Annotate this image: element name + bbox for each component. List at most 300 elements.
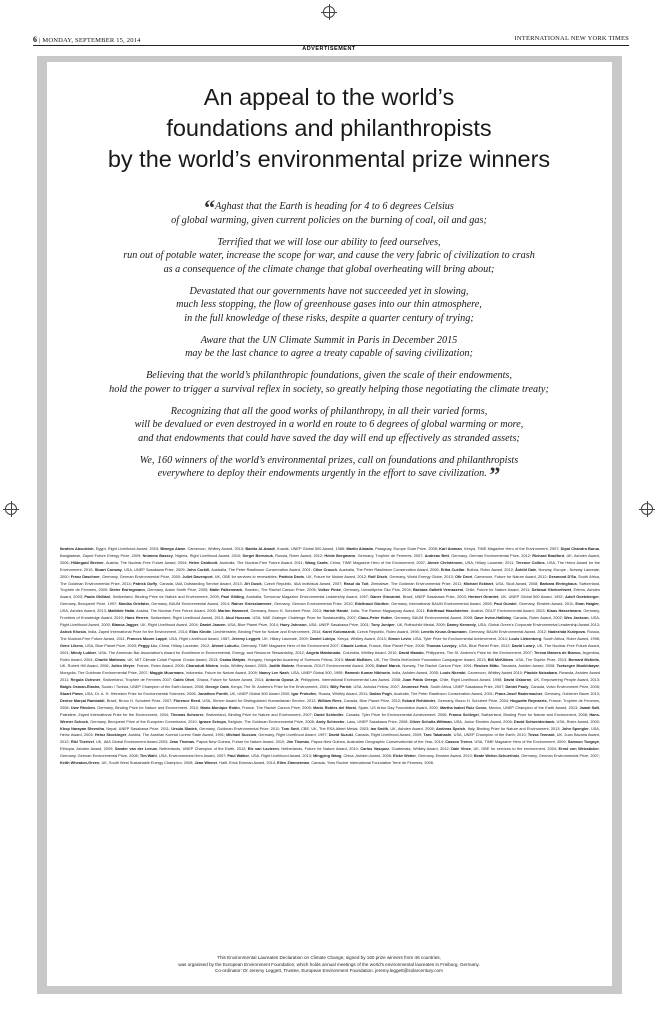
signatory-details: Cameroon, Whitley Award, 2013	[187, 547, 244, 551]
signatory-name: Paul Gundel	[493, 602, 517, 607]
signatory-name: Wang Canfa	[305, 560, 328, 565]
signatory-name: Michael Succow	[226, 733, 257, 738]
signatory-details: UK, IAIA Global Environment Award 2003	[96, 740, 168, 745]
signatory-details: USA, NAE Grainger Challenge Prize for Sustainability, 2007	[252, 616, 356, 621]
signatory-name: Ashok Khosla	[60, 629, 86, 634]
header-date: MONDAY, SEPTEMBER 15, 2014	[42, 37, 141, 44]
signatory-entry: Franca Schlegel, Switzerland, Binding Prize for Nature and Environment, 2008;	[448, 712, 590, 717]
appeal-line-text: will be devalued or even destroyed in a world en route to 6 degrees of global warming or more,	[134, 419, 524, 430]
signatory-name: Bill McKibben	[487, 657, 514, 662]
signatory-name: Tony Juniper	[370, 622, 395, 627]
signatory-entry: Claude Lorius, France, Blue Planet Prize, 2008;	[340, 643, 427, 648]
signatory-entry: Juan Pablo Orrego, Chile, Right Livelihood Award, 1998;	[402, 678, 504, 683]
signatory-name: Martha Isabel Ruiz Corzo	[440, 705, 487, 710]
signatory-entry: Ofir Drori, Cameroon, Future for Nature Award, 2012;	[454, 574, 549, 579]
signatory-name: Aimee Christensen	[427, 560, 463, 565]
signatory-details: UK, Robert Hill Award, 2006	[60, 664, 109, 669]
signatory-entry: Richard Bradford, UK, Ashden Award, 2006;	[60, 553, 600, 565]
signatory-entry: Jiří Dusík, Czech Republic, IAIA Individual Award, 2007;	[244, 581, 344, 586]
signatory-details: Germany, Trophée de Femmes, 2007	[357, 553, 423, 558]
signatory-details: USA, Blue Planet Prize, 2014	[227, 622, 278, 627]
appeal-line-text: of global warming, given current policies on the burning of coal, oil and gas;	[171, 214, 487, 226]
signatory-details: Indonesia, Future for Nature Award, 2009	[185, 671, 257, 676]
signatory-name: John Spengler	[561, 726, 589, 731]
signatory-entry: Aimee Christensen, USA, Hillary Laureate, 2011;	[427, 560, 516, 565]
signatories-list	[60, 546, 600, 767]
signatory-details: Germany, Right Livelihood Award, 1997	[258, 733, 327, 738]
signatory-entry: Heinz Stockinger, Austria, The Austrian Konrad Lorenz State Award, 1991;	[94, 733, 227, 738]
signatory-details: USA, Ashoka Fellow, 2007	[353, 685, 399, 690]
signatory-details: Italy, Binding Prize for Nature and Environment, 2013	[467, 726, 560, 731]
signatory-details: Germany, Becquerel Prize, 1997	[60, 602, 117, 607]
signatory-details: Germany, Frontiers of Knowledge Award, 2010	[60, 609, 600, 621]
headline-line: foundations and philanthropists	[166, 115, 492, 141]
signatory-entry: Stuart Pimm, USA, Dr. A. H. Heineken Prize for Environmental Sciences, 2006;	[60, 692, 198, 697]
signatory-entry: Edelfraud Haselsteiner, Austria, ÖGUT Environmental Award, 2003;	[426, 609, 547, 614]
signatory-details: UK, Hillary Laureate, 2009	[262, 636, 308, 641]
signatory-name: Huguette Reynaerts	[510, 698, 547, 703]
registration-mark-left-icon	[5, 503, 17, 515]
appeal-line-text: everywhere to deploy their endowments urgently in the effort to save civilization.	[157, 468, 487, 479]
appeal-line	[60, 214, 598, 228]
signatory-name: Ian Smith	[370, 726, 389, 731]
signatory-entry: John Corkill, Australia, The Peter Rawlinson Conservation Award, 2001;	[186, 567, 314, 572]
signatory-details: USA, Shriver Award for Distinguished Humanitarian Service, 2012	[202, 698, 316, 703]
signatory-details: France, Rolex Award, 2006	[136, 664, 184, 669]
signatory-entry: Ramesh Kumar Nibhoria, India, Ashden Award, 2005;	[344, 671, 441, 676]
signatory-entry: Riki Therivel, UK, IAIA Global Environment Award 2003;	[70, 740, 170, 745]
appeal-line	[60, 432, 598, 446]
signatory-details: Mongolia, The Goldman Environmental Prize, 2007	[60, 671, 148, 676]
signatory-entry: Juliet Davenport, UK, OBE for services to renewables;	[182, 574, 279, 579]
signatory-details: Germany, Einstein Award, 2011	[518, 602, 574, 607]
signatory-entry: Paul Gilding, Australia, Tomorrow Magazine Environmental Leadership Award, 1997;	[221, 595, 371, 600]
signatory-details: Germany, International BAUM Environmental Award, 2008	[391, 602, 492, 607]
signatory-entry: Volker Finke, Germany, Umweltpreis Öko Plus, 2004;	[318, 588, 414, 593]
signatory-name: Frances Moore Lappé	[127, 636, 167, 641]
signatory-entry: Elcke Weber, Germany, Einstein Award, 2013;	[393, 754, 474, 759]
signatory-entry: Jim Thomas, Papua New Guinea, Australian Geographic Conservationist of the Year, 2014;	[286, 740, 446, 745]
signatory-entry: Antonio Oposa Jr, Philippines, International Environmental Law Award, 2008;	[265, 678, 403, 683]
signatory-details: Rwanda, Ashden Award 2011	[60, 671, 601, 683]
signatory-entry: Evan Haigler, USA, Ashden Award, 2013;	[60, 602, 600, 614]
signatory-name: Tessa Tennant	[527, 733, 555, 738]
signatory-name: Franca Schlegel	[448, 712, 479, 717]
signatory-entry: Franz-Josef Radermacher, Germany, Goldener Baum 2010;	[495, 692, 601, 697]
appeal-line-text: may be the last chance to agree a treaty capable of saving civilization;	[185, 348, 473, 359]
newspaper-header	[33, 33, 629, 46]
signatory-name: Paul Gilding	[221, 595, 244, 600]
signatory-name: Antonio Oposa Jr	[265, 678, 299, 683]
signatory-entry: Tessa Tennant, UK, Juan Bavaria Award, 2012;	[60, 733, 600, 745]
signatory-name: Michael Eckhart	[463, 581, 494, 586]
signatory-details: UK, UNEP Global 500 Award, 1992	[500, 595, 563, 600]
signatory-name: Jean Wiener	[194, 761, 218, 766]
signatory-entry: Monika Griefahn, Germany, BAUM Environmental Award, 2014;	[118, 602, 232, 607]
signatory-name: Richard Bradford	[532, 553, 565, 558]
signatory-name: Stuart Pimm	[60, 692, 83, 697]
signatory-entry: Wes Jackson, USA, Right Livelihood Award, 2000;	[60, 616, 600, 627]
signatory-details: Australia, The Peter Rawlinson Conservation Award, 2001	[393, 692, 493, 697]
signatory-name: Hildegard Breiner	[71, 560, 104, 565]
signatory-entry: George Outa, Kenya, The St. Andrew's Prize for the Environment, 2001;	[205, 685, 331, 690]
signatory-entry: Claus-Peter Hutter, Germany, BAUM Environmental Award, 2008;	[358, 616, 475, 621]
headline	[0, 82, 658, 175]
signatory-details: USA, Blue Planet Prize, 2012	[458, 643, 510, 648]
signatory-name: Oliver Schultz-Wittman	[409, 719, 452, 724]
appeal-line-text: and that endowments that could have saved the day will end up effectively as stranded assets;	[138, 432, 520, 444]
signatory-entry: Sidsel Mørck, Norway, The Rachel Carson Prize, 1991;	[376, 664, 475, 669]
signatory-entry: Jean Thomas, Papua New Guinea, Future for Nature Award, 2010;	[169, 740, 287, 745]
appeal-line	[60, 418, 598, 432]
header-separator: |	[39, 37, 41, 44]
signatory-entry: Florence Reed, USA, Shriver Award for Distinguished Humanitarian Service, 2012;	[173, 698, 318, 703]
signatory-name: Åshild Dale	[515, 567, 537, 572]
signatory-name: Jeremy Leggett	[231, 636, 261, 641]
signatory-details: Germany, Goldman Environmental Prize, 2011	[199, 726, 280, 731]
appeal-line-text: hold the power to trigger a survival reflex in society, so greatly helping those negotiating the climate treaty;	[109, 383, 549, 395]
signatory-entry: Mathilde Halla, Austria, The Nuclear-Free Future Award, 2005;	[108, 609, 218, 614]
signatory-entry: Patricia Davis, UK, Future for Nature Award, 2012;	[278, 574, 369, 579]
signatory-name: Teresa Manera de Bianco	[534, 650, 581, 655]
signatory-name: Barbara Ehringhaus	[539, 581, 577, 586]
signatory-name: Nadezhda Kutepova	[548, 629, 585, 634]
signatory-entry: Keith Wheaton-Green, UK, South West Sustainable Energy Champion, 2008;	[60, 761, 195, 766]
signatory-entry: Elias Kindle, Liechtenstein, Binding Prize for Nature and Environment, 2014;	[189, 629, 323, 634]
signatory-entry: Marion Hammerl, Germany, Bruno H. Schubert Prize, 2013;	[217, 609, 324, 614]
signatory-entry: Jean Wiener, Haiti, Erick Eckman Award, 2014;	[194, 761, 278, 766]
signatory-name: Bianca Jagger	[111, 622, 139, 627]
signatory-details: China, TIME Magazine Hero of the Environment, 2007	[330, 560, 425, 565]
signatory-name: Khop Narayan Shrestha	[60, 726, 104, 731]
signatory-details: Canada, Tyler Prize for Environmental Achievement, 2006	[345, 712, 447, 717]
signatory-name: Biwego Abwe	[160, 547, 186, 551]
signatory-entry: Carlos Vasquez, Guatemala, Whitley Award, 2012;	[360, 747, 452, 752]
signatory-entry: Marie-Monique Robin, France, The Rachel Carson Prize, 2009;	[200, 705, 314, 710]
signatory-entry: Dieter Ewringmann, Germany, Adam Smith Prize, 2005;	[109, 588, 210, 593]
signatory-name: Nancy Lee Nash	[258, 671, 289, 676]
appeal-line-text: Devastated that our governments have not succeeded yet in slowing,	[189, 285, 469, 297]
signatory-details: Kuwait, UNEP Global 500 Award, 1988	[277, 547, 345, 551]
signatory-name: Sander van der Leeuw	[114, 747, 157, 752]
signatory-details: Argentina, Rolex Award, 2004	[60, 650, 601, 662]
signatory-details: Sweden, The Rachel Carson Prize, 2005	[244, 588, 316, 593]
signatory-entry: Gene Likens, USA, Blue Planet Prize, 2003;	[60, 643, 139, 648]
signatory-entry: David Schindler, Canada, Tyler Prize for Environmental Achievement, 2006;	[314, 712, 449, 717]
signatory-entry: Regula Ochsner, Switzerland, Trophée de Femmes 2007;	[70, 678, 174, 683]
signatory-details: South Africa, UNEP Sasakawa Prize, 2007	[430, 685, 504, 690]
signatory-entry: Judith Molnár, Romania, ÖGUT Environmental Award, 2005;	[268, 664, 377, 669]
signatory-name: Juliet Davenport	[182, 574, 213, 579]
appeal-line-text: run out of potable water, increase the scope for war, and cause the very fabric of civilization to crash	[123, 250, 535, 261]
signatory-name: Thomas Scheurer	[170, 712, 204, 717]
signatory-details: Australia, The Nuclear-Free Future Award, 2011	[219, 560, 303, 565]
signatory-name: Debesai Ghebrehiwet	[531, 588, 572, 593]
signatory-entry: Huey Johnson, USA, UNEP Sasakawa Prize, 2001;	[280, 622, 371, 627]
signatory-entry: Andreas Speich, Italy, Binding Prize for Nature and Environment, 2013;	[435, 726, 562, 731]
signatory-name: Dave Irvine-Halliday	[474, 616, 512, 621]
signatory-name: Taro Takahashi	[423, 733, 452, 738]
signatory-details: Czech Republic, IAIA Individual Award, 2007	[264, 581, 342, 586]
signatory-entry: Desmond D'Sa, South Africa, The Goldman Environmental Prize, 2014;	[60, 574, 600, 586]
signatory-details: USA, UNEP Global 500, 1995	[291, 671, 343, 676]
signatory-name: Tom Smit	[281, 726, 299, 731]
signatory-details: South Africa, The Goldman Environmental Prize, 2014	[60, 574, 600, 586]
signatory-name: Malin Falkenmark	[209, 588, 243, 593]
signatory-details: Hungary, Hungarian Academy of Sciences Fellow, 2010	[247, 657, 343, 662]
signatory-name: Andy Schroeter	[316, 719, 345, 724]
signatory-details: UK, Ashden Award, 2006	[60, 553, 600, 565]
signatory-name: Ahmet Lokurlu	[211, 643, 239, 648]
appeal-paragraph	[60, 236, 598, 277]
signatory-details: USA, Environmental Hero Award, 2007	[158, 754, 226, 759]
signatory-name: Terence Collins	[515, 560, 545, 565]
signatory-details: USA, Ashden Award, 2013	[60, 609, 106, 614]
signatory-entry: Oliver Schultz-Wittman, USA, Junior Einstein Award, 2006;	[409, 719, 514, 724]
signatory-entry: Karel Kolomazník, Czech Republic, Rolex Award, 1998;	[322, 629, 421, 634]
signatory-entry: Uwe Riecken, Germany, Binding Prize for Nature and Environment, 2010;	[70, 705, 201, 710]
signatory-name: Heide Bergmann	[324, 553, 356, 558]
signatory-details: Germany, World Energy Globe, 2013	[389, 574, 453, 579]
signatory-entry: Peggy Liu, China, Hillary Laureate, 2012;	[138, 643, 212, 648]
signatory-entry: Nnimmo Bassey, Nigeria, Right Livelihood Award, 2010;	[142, 553, 243, 558]
signatory-details: Mexico, UNEP Champion of the Earth Award, 2013	[488, 705, 578, 710]
signatory-entry: Tom Smit, CBE, UK, The RSA Albert Medal, 2003;	[281, 726, 371, 731]
signatory-name: Ignace Schops	[198, 719, 226, 724]
signatory-entry: Louis Nkembi, Cameroon, Whitley Award 2010;	[440, 671, 525, 676]
signatory-details: Germany, German Environmental Prize, 2000	[101, 574, 181, 579]
signatory-name: Florence Reed	[173, 698, 201, 703]
signatory-entry: Sergei Bereznuk, Russia, Rolex Award, 2012;	[242, 553, 325, 558]
signatory-name: Barbara Galletti Vernazzeni	[413, 588, 464, 593]
signatory-name: David Suzuki	[328, 733, 353, 738]
signatory-name: Louis Nkembi	[440, 671, 466, 676]
appeal-line	[60, 347, 598, 361]
signatory-entry: Heide Bergmann, Germany, Trophée de Femmes, 2007;	[324, 553, 425, 558]
signatory-details: Kenya, TIME Magazine Hero of the Environment, 2007	[464, 547, 559, 551]
signatory-name: Dipal Chandra Barua	[560, 547, 599, 551]
signatory-details: UK, The Nuclear-Free Future Award, 2001	[60, 643, 600, 655]
signatory-entry: Angela Maldonado, Columbia, Whitley Award, 2010;	[306, 650, 399, 655]
signatory-details: Palestine, Zayed International Prize for the Environment, 2004	[60, 712, 169, 717]
signatory-details: Australia, The Peter Rawlinson Conservation Award, 2006	[338, 567, 439, 572]
signatory-details: Germany, Binding Prize for Nature and Environment, 2010	[97, 705, 199, 710]
appeal-line	[60, 462, 598, 487]
signatory-name: Daniel Janzen	[199, 622, 226, 627]
signatory-name: Claude Lorius	[340, 643, 367, 648]
signatory-name: Dieter Ewringmann	[109, 588, 145, 593]
signatory-details: Switzerland, Binding Prize for Nature and Environment, 2007	[205, 712, 312, 717]
appeal-line-text: Terrified that we will lose our ability to feed ourselves,	[217, 236, 441, 248]
signatory-details: USA, The Sophie Prize, 2013	[515, 657, 567, 662]
signatory-entry: Paul Walker, USA, Right Livelihood Award, 2013;	[227, 754, 314, 759]
appeal-line	[60, 236, 598, 250]
signatory-entry: Nancy Lee Nash, USA, UNEP Global 500, 1995;	[258, 671, 345, 676]
signatory-entry: Barbara Ehringhaus, Switzerland, Trophée de Femmes, 2009;	[60, 581, 601, 593]
signatory-details: USA, Tyler Prize for Environmental Achievement, 2014	[413, 636, 507, 641]
signatory-details: Germany, German Environmental Prize, 2008	[60, 754, 138, 759]
appeal-line-text: much less stopping, the flow of greenhouse gases into our thin atmosphere,	[176, 299, 482, 310]
signatory-details: Papua New Guinea, Future for Nature Award, 2010	[196, 740, 285, 745]
signatory-entry: Franz Daschner, Germany, German Environmental Prize, 2000;	[70, 574, 183, 579]
signatory-name: Peggy Liu	[138, 643, 157, 648]
signatory-name: Angela Maldonado	[306, 650, 341, 655]
signatory-details: USA, UNEP Sasakawa Prize, 2001	[308, 622, 369, 627]
signatory-name: Samson Tsegaye	[567, 740, 599, 745]
signatory-details: Netherlands, UNEP Champion of the Earth, 2012	[159, 747, 246, 752]
signatory-details: UK, Right Livelihood Award, 2004	[140, 622, 198, 627]
signatory-name: Monika Griefahn	[118, 602, 149, 607]
signatory-name: Marion Hammerl	[217, 609, 249, 614]
appeal-paragraph	[60, 334, 598, 361]
footer-line: was organised by the European Environment Foundation, which holds annual meetings of the world's environmental laureates in Freiburg, Germany.	[178, 961, 480, 967]
signatory-entry: Debesai Ghebrehiwet, Eritrea, Ashden Award, 2003;	[60, 588, 601, 600]
signatory-details: Austria, The Nuclear-Free Future Award, 2004	[105, 560, 187, 565]
signatory-entry: Huguette Reynaerts, France, Trophée de Femmes, 2008;	[60, 698, 600, 710]
signatory-name: Denise Marçal Rambaldi	[60, 698, 105, 703]
signatory-details: Belgium, The Goldman Environmental Prize, 2008	[228, 719, 314, 724]
signatory-entry: Tony Juniper, UK, Rothschild Medal, 2009;	[370, 622, 447, 627]
signatory-entry: Charlie Mathews, UK, MIT Climate Colab Popular Choice Award, 2013;	[94, 657, 220, 662]
signatory-name: Mario Robles del Moral	[313, 705, 356, 710]
signatory-details: USA, Right Livelihood Award, 2013	[251, 754, 311, 759]
signatory-name: Nnimmo Bassey	[142, 553, 173, 558]
signatory-name: Martin Almada	[346, 547, 373, 551]
signatory-name: Ofir Drori	[454, 574, 473, 579]
signatory-details: Canada, Yves Rocher International Foundation Terre de Femmes, 2006	[311, 761, 433, 766]
signatory-details: Cameroon, Whitley Award 2010	[467, 671, 522, 676]
appeal-line-text: Recognizing that all the good works of philanthropy, in all their varied forms,	[170, 405, 488, 417]
signatory-entry: Rainer Griesshammer, Germany, German Environmental Prize, 2010;	[231, 602, 355, 607]
signatory-name: David Schindler	[314, 712, 344, 717]
appeal-line	[60, 383, 598, 397]
signatory-name: Jeunesse Park	[401, 685, 429, 690]
signatory-entry: Daniel Janzen, USA, Blue Planet Prize, 2014;	[199, 622, 281, 627]
signatory-details: Russia, Rolex Award, 2012	[275, 553, 323, 558]
appeal-paragraph	[60, 285, 598, 326]
headline-line: by the world’s environmental prize winners	[107, 146, 551, 172]
signatory-entry: Erika Cuéllar, Bolivia, Rolex Award, 2012;	[440, 567, 516, 572]
signatory-details: Brazil, UNEP Sasakawa Prize, 2003	[402, 595, 466, 600]
signatory-details: Nepal, UNEP Sasakawa Prize, 2011	[106, 726, 169, 731]
signatory-details: South Africa, Rolex Award, 1998	[543, 636, 599, 641]
signatory-entry: Bianca Jagger, UK, Right Livelihood Award, 2004;	[111, 622, 200, 627]
signatory-name: Ursula Sladek	[171, 726, 197, 731]
signatory-name: Edeltraud Günther	[354, 602, 389, 607]
signatory-entry: Charudutt Mishra, India, Whitley Award, 2005;	[185, 664, 269, 669]
signatory-name: David Lowry	[511, 643, 535, 648]
appeal-line-text: in the full knowledge of these risks, despite a quarter century of trying;	[184, 312, 474, 324]
signatory-name: Lenelis Kruse-Graumann	[420, 629, 467, 634]
signatory-name: Jean Thomas	[169, 740, 195, 745]
signatory-details: Canada, Volvo Environment Prize, 2006	[530, 685, 599, 690]
signatory-entry: Martin Almada, Paraguay, Europe Solar Prize, 2005;	[346, 547, 440, 551]
signatory-details: USA, Dr. A. H. Heineken Prize for Environmental Sciences, 2006	[84, 692, 196, 697]
signatory-details: Tanzania, Ashden Award, 2008	[500, 664, 555, 669]
signatory-details: UK, OBE for services to renewables	[214, 574, 277, 579]
signatory-name: Erika Cuéllar	[440, 567, 465, 572]
signatory-entry: Hans Herren, Switzerland, Right Livelihood Award, 2013;	[125, 616, 226, 621]
signatory-details: UK, OBE for services to the environment, 2004	[473, 747, 556, 752]
signatory-details: India, Ashden Award, 2005	[391, 671, 438, 676]
signatory-name: Ellen Zimmerman	[277, 761, 310, 766]
close-quote-mark: ”	[489, 462, 501, 487]
signatory-name: Helen Caldicott	[188, 560, 218, 565]
appeal-line	[60, 405, 598, 419]
appeal-line-text: as a consequence of the climate change that global overheating will bring about;	[163, 263, 495, 275]
signatory-details: Kenya, Whitley Award, 2013	[337, 636, 386, 641]
signatory-name: Ernst von Weizsäcker	[558, 747, 599, 752]
signatory-name: Casson Trenor	[445, 740, 473, 745]
signatory-name: Elcke Weber	[393, 754, 416, 759]
signatory-entry: Rasul du Toit, Zimbabwe, The Goldman Environmental Prize, 2011;	[343, 581, 464, 586]
signatory-entry: Ian Smith, UK, Ashden Award, 2005;	[370, 726, 436, 731]
signatory-details: Liechtenstein, Binding Prize for Nature and Environment, 2014	[213, 629, 321, 634]
appeal-paragraph	[60, 454, 598, 487]
signatory-name: John Corkill	[186, 567, 210, 572]
signatory-name: Mathilde Halla	[108, 609, 135, 614]
signatory-name: Caleb Ofori	[173, 678, 195, 683]
signatory-entry: Mario Robles del Moral, Spain, US Arbor Day Foundation Award, 2000;	[313, 705, 441, 710]
signatory-details: Austria, The Austrian Konrad Lorenz State Award, 1991	[128, 733, 224, 738]
signatory-entry: Biwego Abwe, Cameroon, Whitley Award, 2013;	[160, 547, 246, 551]
signatory-entry: Thomas Scheurer, Switzerland, Binding Prize for Nature and Environment, 2007;	[170, 712, 315, 717]
signatory-entry: Taro Takahashi, USA, UNEP Champion of the Earth, 2010;	[423, 733, 528, 738]
signatory-name: Daniel Lobiyu	[309, 636, 336, 641]
signatory-details: Germany, BAUM Environmental Award, 2008	[394, 616, 472, 621]
signatory-name: Paola Ghillani	[84, 595, 111, 600]
signatory-name: Mindy Lubber	[70, 650, 97, 655]
signatory-name: Danny Kennedy	[446, 622, 476, 627]
signatory-details: UK, The Sheila McKechnie Foundation Campaigner Award, 2013	[374, 657, 486, 662]
signatory-details: UK, Empowering People Award, 2013	[533, 678, 599, 683]
signatory-name: Abul Hussam	[225, 616, 251, 621]
signatory-entry: Herbert Girardet, UK, UNEP Global 500 Award, 1992;	[468, 595, 566, 600]
signatory-details: USA, Heinz Award, 2003	[60, 726, 600, 738]
registration-mark-right-icon	[641, 503, 653, 515]
signatory-name: Paul Walker	[227, 754, 250, 759]
signatory-entry: Frances Moore Lappé, USA, Right Livelihood Award, 1987;	[127, 636, 232, 641]
signatory-entry: John Spengler, USA, Heinz Award, 2003;	[60, 726, 600, 738]
signatory-details: Brazil, Bruno H. Schubert Prize, 2007	[106, 698, 172, 703]
signatory-entry: Mardi McBrien, UK, The Sheila McKechnie Foundation Campaigner Award, 2013;	[345, 657, 488, 662]
signatory-name: Simon Levin	[387, 636, 411, 641]
signatory-details: Germany, Bruno H. Schubert Prize, 2013	[250, 609, 322, 614]
registration-mark-top-icon	[323, 6, 335, 18]
signatory-entry: Mindy Lubber, USA, The American Bar Association's Award for Excellence in Environmental, Energy, and Resource Stewardship, 2012;	[70, 650, 307, 655]
signatory-details: Switzerland, Binding Prize for Nature and Environment, 2009	[112, 595, 219, 600]
signatory-name: Franz-Josef Radermacher	[495, 692, 543, 697]
signatory-details: Canada, Blue Planet Prize, 2012	[343, 698, 401, 703]
publication-name: INTERNATIONAL NEW YORK TIMES	[514, 35, 629, 42]
signatory-entry: David Schweidenback, USA, Rolex Award, 2000;	[513, 719, 601, 724]
signatory-entry: Jeunesse Park, South Africa, UNEP Sasakawa Prize, 2007;	[401, 685, 506, 690]
signatory-details: Guatemala, Whitley Award, 2012	[391, 747, 449, 752]
appeal-paragraph	[60, 369, 598, 396]
signatory-entry: David Osborne, UK, Empowering People Award, 2013;	[503, 678, 600, 683]
signatory-entry: Csaba Mátyás, Hungary, Hungarian Academy of Sciences Fellow, 2010;	[219, 657, 346, 662]
signatory-details: Kenya, The St. Andrew's Prize for the Environment, 2001	[230, 685, 329, 690]
signatory-name: Karel Kolomazník	[322, 629, 355, 634]
signatory-entry: Simon Levin, USA, Tyler Prize for Environmental Achievement, 2014;	[387, 636, 510, 641]
signatory-entry: Mingying Wang, China, Ashden Award, 2006;	[313, 754, 394, 759]
signatory-name: Ibrahim Abouleish	[60, 547, 94, 551]
signatory-entry: Harish Hande, India, The Ramon Magsaysay Award, 2011;	[323, 609, 427, 614]
signatory-details: Canada, Rolex Award, 2002	[513, 616, 562, 621]
signatory-details: Germany, Bruno H. Schubert Prize, 2004	[437, 698, 509, 703]
signatory-name: Elias Kindle	[189, 629, 212, 634]
appeal-line	[60, 454, 598, 468]
